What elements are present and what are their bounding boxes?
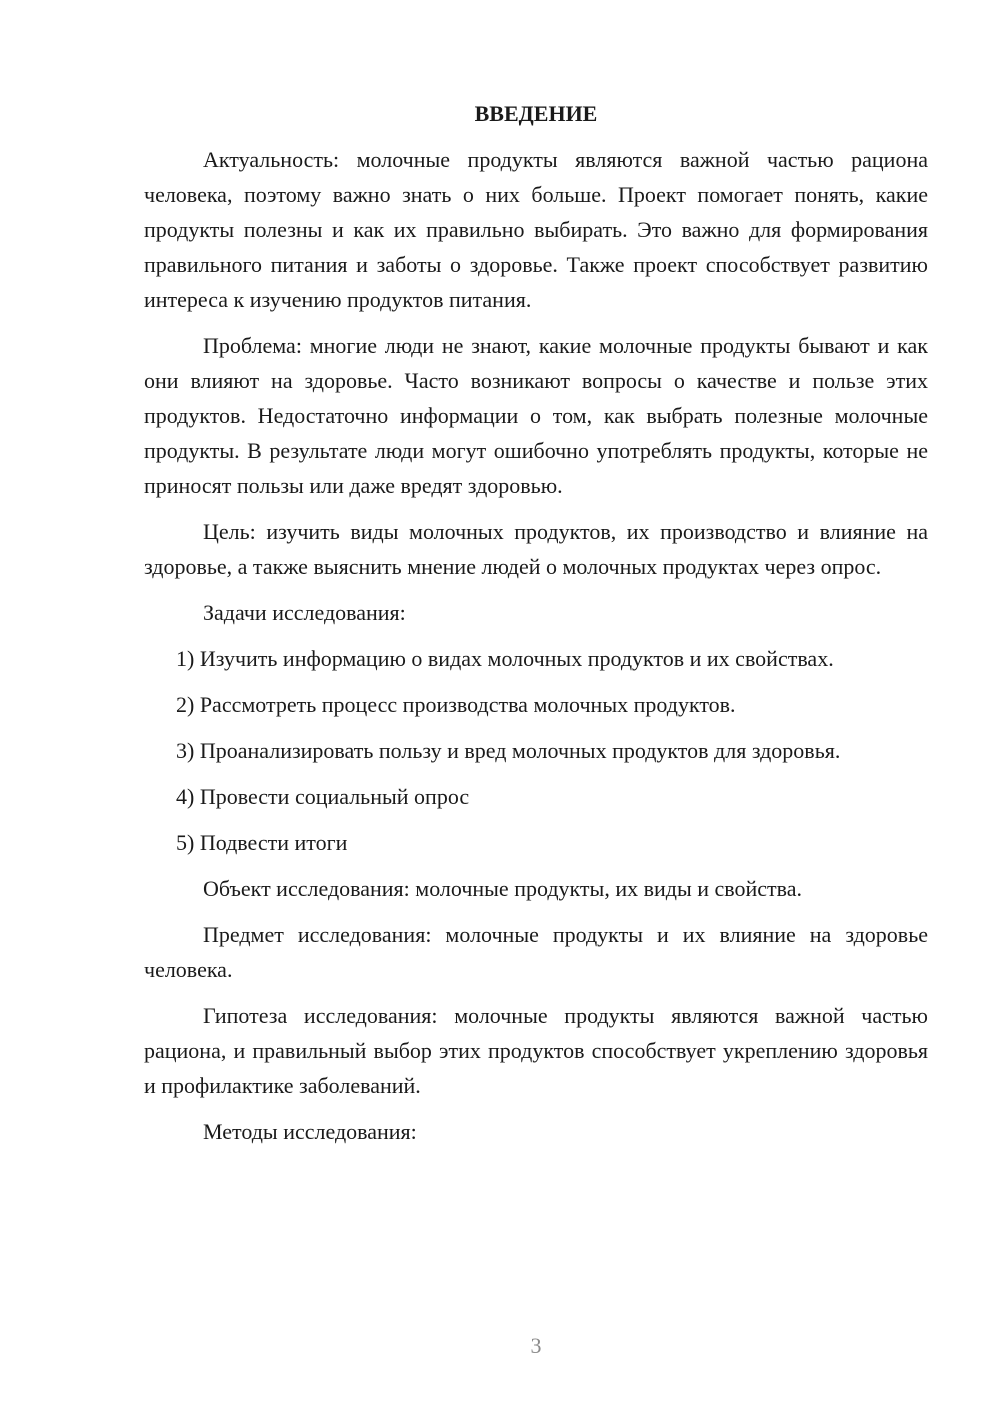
paragraph-subject: Предмет исследования: молочные продукты и их влияние на здоровье человека.	[144, 922, 928, 982]
task-item-2: 2) Рассмотреть процесс производства молочных продуктов.	[176, 692, 736, 717]
paragraph-methods: Методы исследования:	[203, 1119, 417, 1144]
task-item-5: 5) Подвести итоги	[176, 830, 348, 855]
task-item-3: 3) Проанализировать пользу и вред молочных продуктов для здоровья.	[176, 738, 841, 763]
paragraph-hypothesis: Гипотеза исследования: молочные продукты являются важной частью рациона, и правильный выбор этих продуктов способствует укреплению здоровья и профилактике заболеваний.	[144, 1003, 928, 1098]
page-number: 3	[530, 1333, 542, 1358]
section-title: ВВЕДЕНИЕ	[474, 101, 598, 126]
tasks-heading: Задачи исследования:	[203, 600, 406, 625]
paragraph-relevance: Актуальность: молочные продукты являются важной частью рациона человека, поэтому важно знать о них больше. Проект помогает понять, какие продукты полезны и как их правильно выбирать. Это важно для формирования правильного питания и заботы о здоровье. Также проект способствует развитию интереса к изучению продуктов питания.	[144, 147, 928, 312]
paragraph-problem: Проблема: многие люди не знают, какие молочные продукты бывают и как они влияют на здоровье. Часто возникают вопросы о качестве и пользе этих продуктов. Недостаточно информации о том, как выбрать полезные молочные продукты. В результате люди могут ошибочно употреблять продукты, которые не приносят пользы или даже вредят здоровью.	[144, 333, 928, 498]
task-item-1: 1) Изучить информацию о видах молочных продуктов и их свойствах.	[176, 646, 834, 671]
paragraph-goal: Цель: изучить виды молочных продуктов, их производство и влияние на здоровье, а также выяснить мнение людей о молочных продуктах через опрос.	[144, 519, 928, 579]
task-item-4: 4) Провести социальный опрос	[176, 784, 470, 809]
paragraph-object: Объект исследования: молочные продукты, их виды и свойства.	[203, 876, 803, 901]
page-content	[144, 96, 928, 1160]
